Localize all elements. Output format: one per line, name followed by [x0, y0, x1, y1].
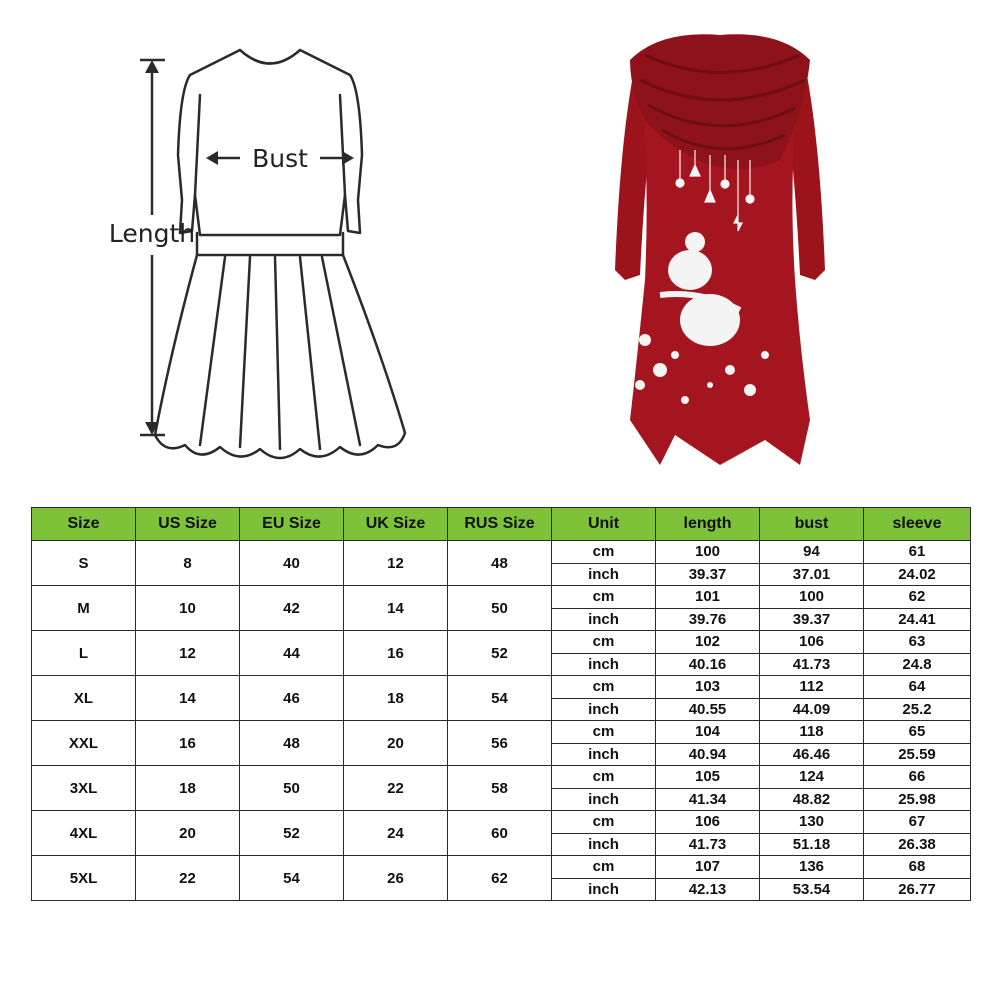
bust-inch-cell: 46.46 [760, 743, 864, 766]
eu-size-cell: 46 [240, 676, 344, 721]
unit-inch-cell: inch [552, 878, 656, 901]
uk-size-cell: 14 [344, 586, 448, 631]
length-inch-cell: 41.73 [656, 833, 760, 856]
table-row [32, 721, 971, 744]
sleeve-cm-cell: 66 [864, 766, 971, 789]
sleeve-cm-cell: 68 [864, 856, 971, 879]
red-christmas-dress-photo [600, 20, 840, 480]
sleeve-inch-cell: 25.98 [864, 788, 971, 811]
length-cm-cell: 105 [656, 766, 760, 789]
length-cm-cell: 100 [656, 541, 760, 564]
header-unit: Unit [552, 508, 656, 541]
rus-size-cell: 54 [448, 676, 552, 721]
length-cm-cell: 104 [656, 721, 760, 744]
size-chart-table [31, 507, 971, 901]
bust-cm-cell: 118 [760, 721, 864, 744]
bust-inch-cell: 51.18 [760, 833, 864, 856]
bust-inch-cell: 37.01 [760, 563, 864, 586]
sleeve-cm-cell: 62 [864, 586, 971, 609]
bust-cm-cell: 130 [760, 811, 864, 834]
eu-size-cell: 42 [240, 586, 344, 631]
uk-size-cell: 22 [344, 766, 448, 811]
uk-size-cell: 24 [344, 811, 448, 856]
uk-size-cell: 18 [344, 676, 448, 721]
sleeve-inch-cell: 26.77 [864, 878, 971, 901]
table-row [32, 676, 971, 699]
header-us-size: US Size [136, 508, 240, 541]
uk-size-cell: 16 [344, 631, 448, 676]
sleeve-cm-cell: 65 [864, 721, 971, 744]
bust-cm-cell: 124 [760, 766, 864, 789]
eu-size-cell: 50 [240, 766, 344, 811]
length-inch-cell: 40.16 [656, 653, 760, 676]
table-row [32, 766, 971, 789]
sleeve-cm-cell: 64 [864, 676, 971, 699]
rus-size-cell: 56 [448, 721, 552, 766]
bust-cm-cell: 112 [760, 676, 864, 699]
sleeve-inch-cell: 24.41 [864, 608, 971, 631]
dress-measurement-diagram [100, 35, 440, 475]
length-inch-cell: 40.94 [656, 743, 760, 766]
size-cell: M [32, 586, 136, 631]
rus-size-cell: 58 [448, 766, 552, 811]
bust-label: Bust [252, 144, 308, 173]
length-label: Length [108, 219, 196, 248]
sleeve-inch-cell: 24.8 [864, 653, 971, 676]
rus-size-cell: 60 [448, 811, 552, 856]
header-eu-size: EU Size [240, 508, 344, 541]
sleeve-inch-cell: 25.2 [864, 698, 971, 721]
sleeve-inch-cell: 24.02 [864, 563, 971, 586]
length-inch-cell: 42.13 [656, 878, 760, 901]
rus-size-cell: 48 [448, 541, 552, 586]
length-cm-cell: 103 [656, 676, 760, 699]
bust-inch-cell: 53.54 [760, 878, 864, 901]
table-row [32, 856, 971, 879]
length-inch-cell: 40.55 [656, 698, 760, 721]
header-bust: bust [760, 508, 864, 541]
us-size-cell: 10 [136, 586, 240, 631]
length-inch-cell: 41.34 [656, 788, 760, 811]
header-uk-size: UK Size [344, 508, 448, 541]
sleeve-cm-cell: 67 [864, 811, 971, 834]
header-sleeve: sleeve [864, 508, 971, 541]
unit-inch-cell: inch [552, 698, 656, 721]
unit-cm-cell: cm [552, 856, 656, 879]
rus-size-cell: 52 [448, 631, 552, 676]
length-cm-cell: 102 [656, 631, 760, 654]
bust-inch-cell: 48.82 [760, 788, 864, 811]
header-size: Size [32, 508, 136, 541]
us-size-cell: 14 [136, 676, 240, 721]
size-cell: XXL [32, 721, 136, 766]
size-cell: 4XL [32, 811, 136, 856]
size-cell: 5XL [32, 856, 136, 901]
unit-cm-cell: cm [552, 631, 656, 654]
us-size-cell: 16 [136, 721, 240, 766]
unit-cm-cell: cm [552, 721, 656, 744]
uk-size-cell: 26 [344, 856, 448, 901]
us-size-cell: 20 [136, 811, 240, 856]
table-row [32, 586, 971, 609]
size-cell: XL [32, 676, 136, 721]
unit-inch-cell: inch [552, 563, 656, 586]
eu-size-cell: 44 [240, 631, 344, 676]
unit-cm-cell: cm [552, 586, 656, 609]
eu-size-cell: 52 [240, 811, 344, 856]
rus-size-cell: 62 [448, 856, 552, 901]
length-inch-cell: 39.37 [656, 563, 760, 586]
header-length: length [656, 508, 760, 541]
unit-inch-cell: inch [552, 653, 656, 676]
uk-size-cell: 12 [344, 541, 448, 586]
size-cell: 3XL [32, 766, 136, 811]
us-size-cell: 22 [136, 856, 240, 901]
unit-inch-cell: inch [552, 833, 656, 856]
length-cm-cell: 106 [656, 811, 760, 834]
bust-cm-cell: 94 [760, 541, 864, 564]
length-inch-cell: 39.76 [656, 608, 760, 631]
header-row [32, 508, 971, 541]
length-cm-cell: 101 [656, 586, 760, 609]
unit-cm-cell: cm [552, 676, 656, 699]
eu-size-cell: 54 [240, 856, 344, 901]
unit-cm-cell: cm [552, 766, 656, 789]
bust-inch-cell: 39.37 [760, 608, 864, 631]
uk-size-cell: 20 [344, 721, 448, 766]
eu-size-cell: 48 [240, 721, 344, 766]
length-cm-cell: 107 [656, 856, 760, 879]
size-cell: S [32, 541, 136, 586]
us-size-cell: 12 [136, 631, 240, 676]
us-size-cell: 18 [136, 766, 240, 811]
us-size-cell: 8 [136, 541, 240, 586]
table-row [32, 631, 971, 654]
sleeve-cm-cell: 63 [864, 631, 971, 654]
unit-inch-cell: inch [552, 608, 656, 631]
sleeve-inch-cell: 26.38 [864, 833, 971, 856]
bust-cm-cell: 106 [760, 631, 864, 654]
rus-size-cell: 50 [448, 586, 552, 631]
bust-inch-cell: 44.09 [760, 698, 864, 721]
sleeve-inch-cell: 25.59 [864, 743, 971, 766]
sleeve-cm-cell: 61 [864, 541, 971, 564]
header-rus-size: RUS Size [448, 508, 552, 541]
size-cell: L [32, 631, 136, 676]
bust-cm-cell: 136 [760, 856, 864, 879]
table-row [32, 811, 971, 834]
unit-inch-cell: inch [552, 788, 656, 811]
bust-inch-cell: 41.73 [760, 653, 864, 676]
unit-cm-cell: cm [552, 541, 656, 564]
bust-cm-cell: 100 [760, 586, 864, 609]
eu-size-cell: 40 [240, 541, 344, 586]
unit-cm-cell: cm [552, 811, 656, 834]
unit-inch-cell: inch [552, 743, 656, 766]
table-row [32, 541, 971, 564]
